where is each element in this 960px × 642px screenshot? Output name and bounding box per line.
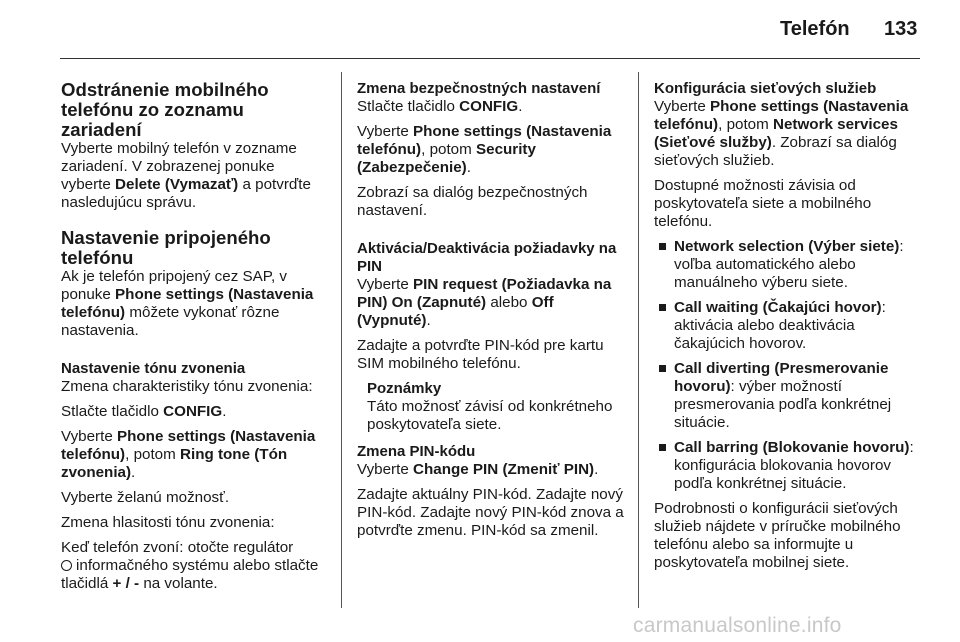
text: Vyberte xyxy=(357,276,413,293)
text: Vyberte xyxy=(61,428,117,445)
text: Vyberte xyxy=(654,98,710,115)
paragraph xyxy=(61,428,326,482)
paragraph xyxy=(357,461,627,479)
text: na volante. xyxy=(139,575,218,592)
paragraph xyxy=(61,403,326,421)
text: informačného systému alebo stlačte tlačidlá xyxy=(61,557,319,592)
paragraph: Dostupné možnosti závisia od poskytovateľa siete a mobilného telefónu. xyxy=(654,177,872,230)
button-term: + / - xyxy=(112,575,140,592)
menu-term: Change PIN (Zmeniť PIN) xyxy=(413,461,595,478)
paragraph: Zadajte a potvrďte PIN-kód pre kartu SIM mobilného telefónu. xyxy=(357,337,604,372)
text: Stlačte tlačidlo xyxy=(61,403,164,420)
menu-term: Call waiting (Čakajúci hovor) xyxy=(674,299,882,316)
menu-term: Call barring (Blokovanie hovoru) xyxy=(674,439,910,456)
text: Vyberte xyxy=(357,461,413,478)
bullet-item-call-diverting xyxy=(654,360,920,432)
text: môžete vykonať rôzne nastavenia. xyxy=(61,304,280,339)
menu-term: Phone settings (Nastavenia telefónu) xyxy=(61,428,316,463)
text: . xyxy=(222,403,227,420)
paragraph: Zadajte aktuálny PIN-kód. Zadajte nový PIN-kód. Zadajte nový PIN-kód znova a potvrďte zmenu. PIN-kód sa zmenil. xyxy=(357,486,624,539)
bullet-item-call-barring xyxy=(654,439,920,493)
text: , potom xyxy=(421,141,476,158)
text: Keď telefón zvoní: otočte regulátor xyxy=(61,539,294,556)
paragraph: Zmena charakteristiky tónu zvonenia: xyxy=(61,378,313,395)
menu-term: Network selection (Výber siete) xyxy=(674,238,900,255)
column-3 xyxy=(654,80,920,579)
paragraph xyxy=(654,98,920,170)
page-header-title: Telefón xyxy=(780,18,850,40)
watermark: carmanualsonline.info xyxy=(633,614,842,637)
paragraph: Vyberte želanú možnosť. xyxy=(61,489,230,506)
text: . Zobrazí sa dialóg sieťových služieb. xyxy=(654,134,897,169)
text: : aktivácia alebo deaktivácia čakajúcich hovorov. xyxy=(674,299,886,352)
menu-term: PIN request (Požiadavka na PIN) On (Zapnuté) xyxy=(357,276,612,311)
menu-term: Network services (Sieťové služby) xyxy=(654,116,898,151)
paragraph xyxy=(357,123,627,177)
text: : voľba automatického alebo manuálneho výberu siete. xyxy=(674,238,904,291)
menu-term: Phone settings (Nastavenia telefónu) xyxy=(61,286,314,321)
text: Ak je telefón pripojený cez SAP, v ponuke xyxy=(61,268,287,303)
paragraph xyxy=(61,140,326,212)
text: . xyxy=(594,461,599,478)
text: Vyberte mobilný telefón v zozname zariadení. V zobrazenej ponuke vyberte xyxy=(61,140,297,193)
paragraph xyxy=(61,268,326,340)
subsection-title-pin-request: Aktivácia/Deaktivácia požiadavky na PIN xyxy=(357,240,617,275)
subsection-title-security: Zmena bezpečnostných nastavení xyxy=(357,80,601,97)
text: Stlačte tlačidlo xyxy=(357,98,460,115)
subsection-title-network-services: Konfigurácia sieťových služieb xyxy=(654,80,877,97)
menu-term: Security (Zabezpečenie) xyxy=(357,141,536,176)
text: . xyxy=(518,98,523,115)
text: : výber možností presmerovania podľa konkrétnej situácie. xyxy=(674,378,892,431)
bullet-item-call-waiting xyxy=(654,299,920,353)
menu-term: Delete (Vymazať) xyxy=(115,176,239,193)
note-box xyxy=(367,380,627,434)
menu-term: Call diverting (Presmerovanie hovoru) xyxy=(674,360,889,395)
menu-term: Off (Vypnuté) xyxy=(357,294,554,329)
button-term: CONFIG xyxy=(459,98,519,115)
note-title: Poznámky xyxy=(367,380,442,397)
button-term: CONFIG xyxy=(163,403,223,420)
page-number: 133 xyxy=(884,18,918,40)
text: . xyxy=(426,312,431,329)
text: : konfigurácia blokovania hovorov podľa konkrétnej situácie. xyxy=(674,439,914,492)
menu-term: Phone settings (Nastavenia telefónu) xyxy=(357,123,612,158)
note-text: Táto možnosť závisí od konkrétneho poskytovateľa siete. xyxy=(367,398,613,433)
subsection-title-change-pin: Zmena PIN-kódu xyxy=(357,443,476,460)
column-2 xyxy=(357,80,627,547)
rotary-knob-icon xyxy=(61,560,72,571)
text: , potom xyxy=(718,116,773,133)
bullet-item-network-selection xyxy=(654,238,920,292)
column-divider-1 xyxy=(341,72,342,608)
text: . xyxy=(466,159,471,176)
menu-term: Ring tone (Tón zvonenia) xyxy=(61,446,288,481)
paragraph: Zmena hlasitosti tónu zvonenia: xyxy=(61,514,275,531)
column-divider-2 xyxy=(638,72,639,608)
paragraph xyxy=(357,276,627,330)
text: alebo xyxy=(486,294,532,311)
paragraph xyxy=(357,98,627,116)
section-title-remove-phone: Odstránenie mobilného telefónu zo zoznamu zariadení xyxy=(61,79,269,140)
paragraph xyxy=(61,539,326,593)
subsection-title-ringtone: Nastavenie tónu zvonenia xyxy=(61,360,246,377)
text: Vyberte xyxy=(357,123,413,140)
text: , potom xyxy=(125,446,180,463)
column-1 xyxy=(61,80,326,600)
menu-term: Phone settings (Nastavenia telefónu) xyxy=(654,98,909,133)
text: a potvrďte nasledujúcu správu. xyxy=(61,176,311,211)
paragraph: Zobrazí sa dialóg bezpečnostných nastavení. xyxy=(357,184,588,219)
text: . xyxy=(131,464,136,481)
header-rule xyxy=(60,58,920,59)
paragraph: Podrobnosti o konfigurácii sieťových služieb nájdete v príručke mobilného telefónu alebo sa informujte u poskytovateľa mobilnej siete. xyxy=(654,500,901,571)
section-title-connected-phone: Nastavenie pripojeného telefónu xyxy=(61,227,271,268)
